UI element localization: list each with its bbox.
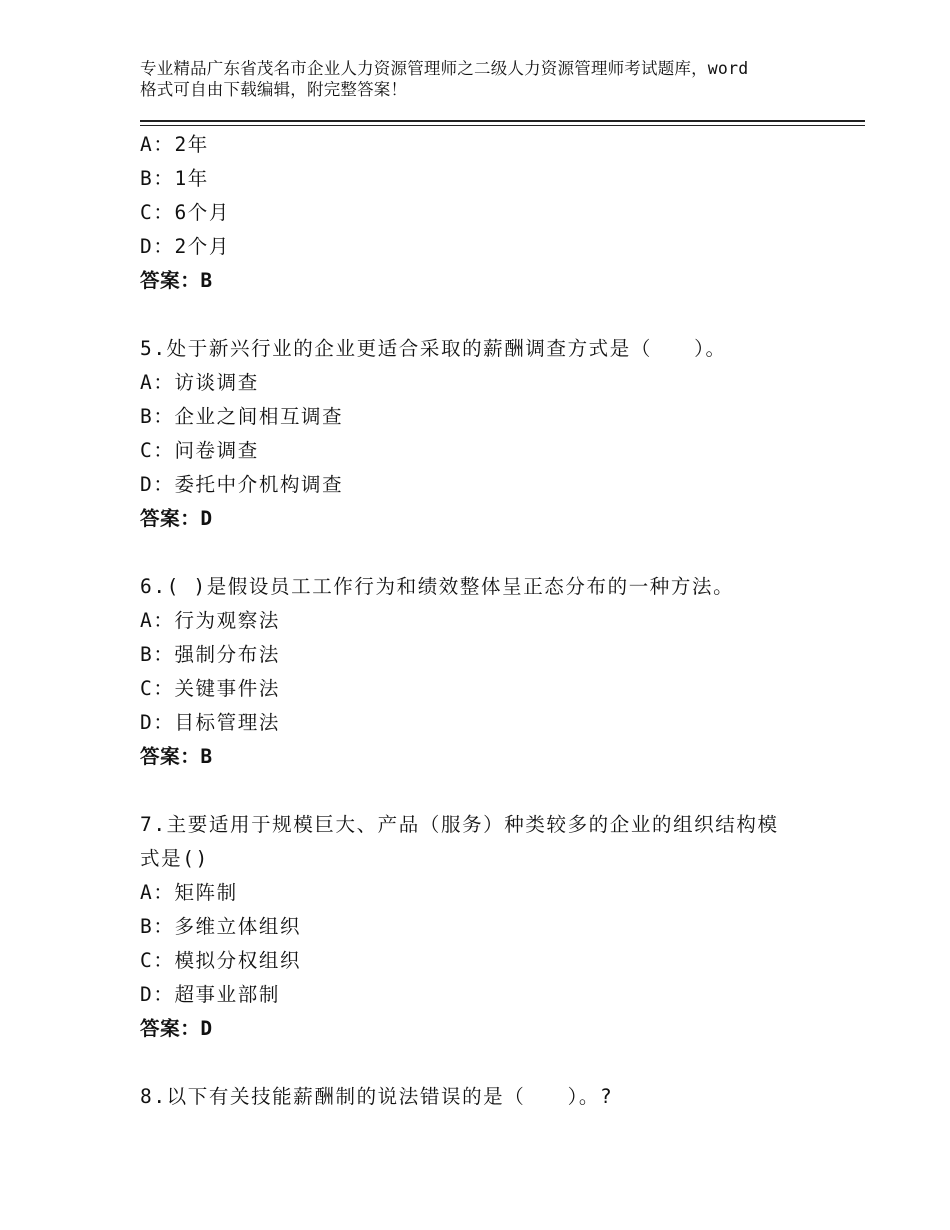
answer-label: 答案： (140, 1017, 201, 1040)
option-c: C：6个月 (140, 201, 230, 224)
option-a: A：矩阵制 (140, 881, 238, 904)
answer-line (140, 740, 820, 774)
header-line-1: 专业精品广东省茂名市企业人力资源管理师之二级人力资源管理师考试题库，word (140, 59, 749, 78)
option-a: A：行为观察法 (140, 609, 280, 632)
option-c: C：问卷调查 (140, 439, 259, 462)
question-stem-line-2: 式是() (140, 847, 209, 870)
spacer (140, 298, 820, 332)
option-d: D：超事业部制 (140, 983, 280, 1006)
question-8 (140, 1080, 820, 1114)
answer-label: 答案： (140, 745, 201, 768)
option-c: C：模拟分权组织 (140, 949, 302, 972)
option-b: B：企业之间相互调查 (140, 405, 344, 428)
option-b: B：强制分布法 (140, 643, 280, 666)
option-b: B：1年 (140, 167, 209, 190)
question-stem: 6.( )是假设员工工作行为和绩效整体呈正态分布的一种方法。 (140, 575, 735, 598)
question-stem: 5.处于新兴行业的企业更适合采取的薪酬调查方式是（ ）。 (140, 337, 727, 360)
option-c: C：关键事件法 (140, 677, 280, 700)
spacer (140, 536, 820, 570)
answer-value: D (200, 507, 213, 530)
option-d: D：目标管理法 (140, 711, 280, 734)
question-5 (140, 332, 820, 536)
header-rule-thin (140, 125, 865, 126)
answer-value: B (200, 745, 213, 768)
document-header (140, 58, 860, 100)
answer-value: D (200, 1017, 213, 1040)
answer-line (140, 264, 820, 298)
option-a: A：访谈调查 (140, 371, 259, 394)
answer-label: 答案： (140, 507, 201, 530)
question-7 (140, 808, 820, 1046)
answer-label: 答案： (140, 269, 201, 292)
question-stem-line-1: 7.主要适用于规模巨大、产品（服务）种类较多的企业的组织结构模 (140, 813, 779, 836)
question-4 (140, 128, 820, 298)
spacer (140, 1046, 820, 1080)
question-6 (140, 570, 820, 774)
answer-line (140, 1012, 820, 1046)
option-d: D：2个月 (140, 235, 230, 258)
question-stem: 8.以下有关技能薪酬制的说法错误的是（ ）。? (140, 1085, 614, 1108)
header-rule-thick (140, 120, 865, 122)
option-a: A：2年 (140, 133, 209, 156)
option-b: B：多维立体组织 (140, 915, 302, 938)
spacer (140, 774, 820, 808)
header-line-2: 格式可自由下载编辑，附完整答案！ (140, 80, 408, 99)
answer-value: B (200, 269, 213, 292)
option-d: D：委托中介机构调查 (140, 473, 344, 496)
answer-line (140, 502, 820, 536)
question-list (140, 128, 820, 1114)
